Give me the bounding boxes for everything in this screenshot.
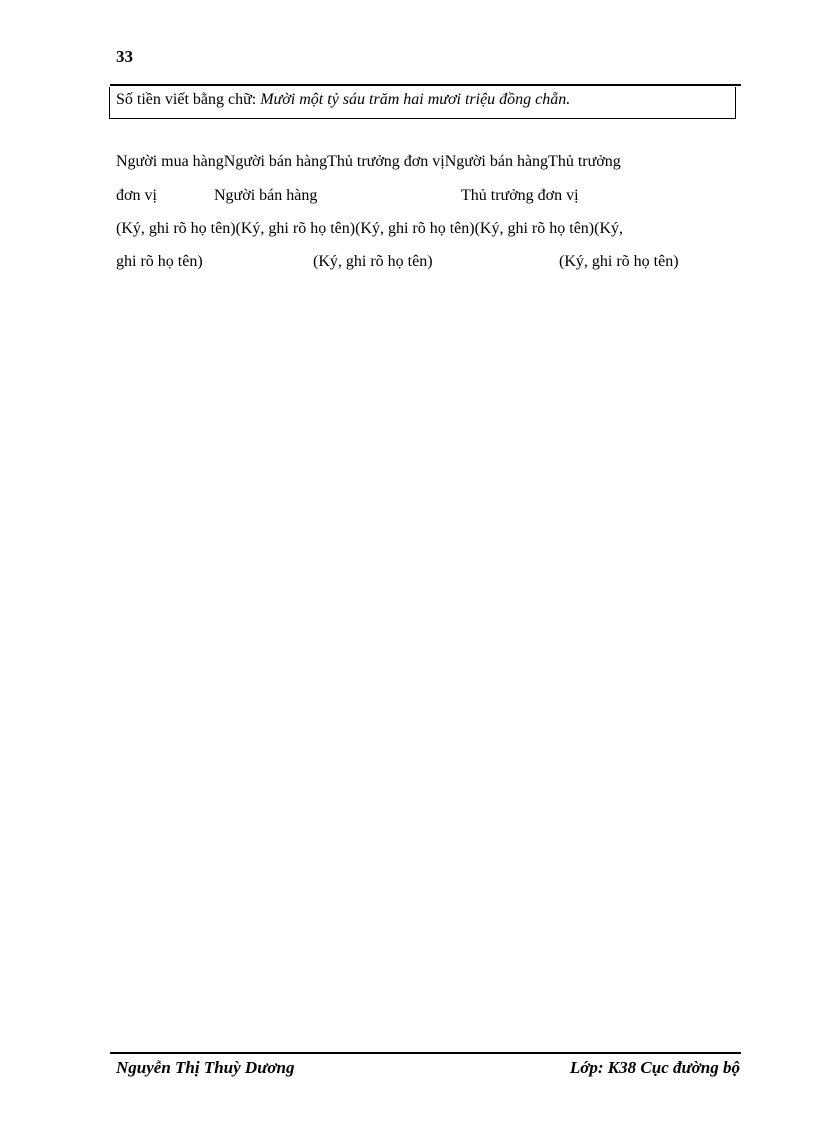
signature-note-unit-head: (Ký, ghi rõ họ tên) bbox=[559, 253, 679, 270]
amount-in-words-value: Mười một tỷ sáu trăm hai mươi triệu đồng chẵn. bbox=[260, 91, 571, 108]
amount-in-words-box bbox=[109, 87, 736, 119]
signature-title-seller: Người bán hàng bbox=[214, 187, 318, 204]
amount-in-words-label: Số tiền viết bằng chữ: bbox=[116, 91, 257, 108]
signature-title-unit-head-wrap: đơn vị bbox=[116, 187, 157, 204]
signature-notes-line-2 bbox=[116, 253, 736, 273]
signature-notes-line-1: (Ký, ghi rõ họ tên)(Ký, ghi rõ họ tên)(Ký, ghi rõ họ tên)(Ký, ghi rõ họ tên)(Ký, bbox=[116, 220, 624, 237]
header-rule bbox=[110, 84, 741, 86]
signature-titles-line-2 bbox=[116, 187, 736, 207]
footer-author: Nguyễn Thị Thuỳ Dương bbox=[116, 1058, 295, 1077]
amount-in-words-line bbox=[116, 91, 570, 109]
page-number: 33 bbox=[116, 47, 133, 66]
footer-rule bbox=[110, 1052, 741, 1054]
signature-note-seller: (Ký, ghi rõ họ tên) bbox=[313, 253, 433, 270]
signature-title-unit-head: Thủ trưởng đơn vị bbox=[461, 187, 579, 204]
footer-class-info: Lớp: K38 Cục đường bộ bbox=[569, 1058, 740, 1077]
signature-note-wrap: ghi rõ họ tên) bbox=[116, 253, 203, 270]
signature-titles-line-1: Người mua hàngNgười bán hàngThủ trưởng đơn vịNgười bán hàngThủ trưởng bbox=[116, 153, 621, 170]
